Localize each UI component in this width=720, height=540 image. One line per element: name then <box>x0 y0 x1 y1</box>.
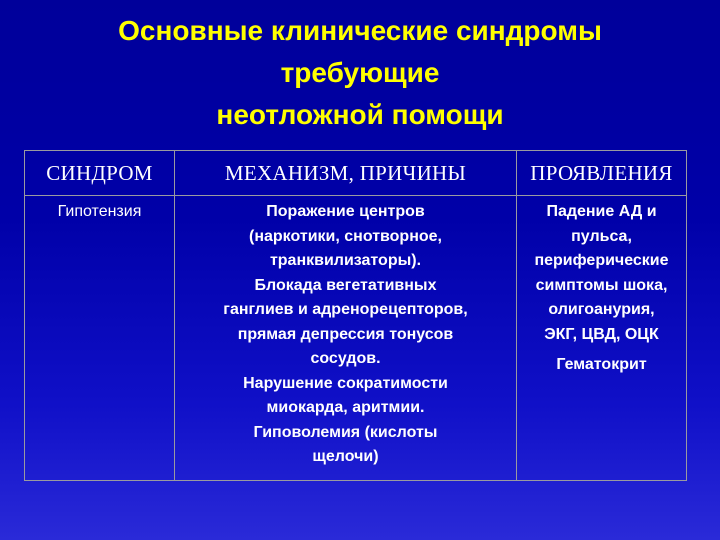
mechanism-line: транквилизаторы). <box>269 252 422 269</box>
syndrome-name: Гипотензия <box>57 203 142 220</box>
header-manifestations: ПРОЯВЛЕНИЯ <box>517 151 687 196</box>
mechanism-text <box>175 196 516 470</box>
manifestation-line: периферические <box>534 252 669 269</box>
mechanism-line: сосудов. <box>310 350 381 367</box>
mechanism-line: щелочи) <box>312 448 379 465</box>
manifestation-line: ЭКГ, ЦВД, ОЦК <box>544 325 659 343</box>
table-row <box>25 196 687 481</box>
manifestation-line: пульса, <box>571 227 632 245</box>
mechanism-line: Поражение центров <box>266 203 425 220</box>
manifestation-line: олигоанурия, <box>548 301 655 318</box>
manifestation-line: Гематокрит <box>556 356 647 373</box>
mechanism-line: прямая депрессия тонусов <box>237 325 454 343</box>
title-line-2: требующие <box>280 57 440 88</box>
title-line-3: неотложной помощи <box>216 99 504 130</box>
manifestation-line: Падение АД и <box>546 203 657 220</box>
syndrome-cell <box>25 196 175 481</box>
manifestations-text <box>517 196 686 378</box>
mechanism-line: (наркотики, снотворное, <box>249 227 442 245</box>
header-syndrome: СИНДРОМ <box>25 151 175 196</box>
mechanism-line: Гиповолемия (кислоты <box>253 423 438 441</box>
syndrome-table <box>24 150 687 481</box>
header-mechanism: МЕХАНИЗМ, ПРИЧИНЫ <box>175 151 517 196</box>
slide-title <box>40 10 680 136</box>
mechanism-cell <box>175 196 517 481</box>
mechanism-line: Нарушение сократимости <box>243 374 448 392</box>
manifestations-cell <box>517 196 687 481</box>
table-header-row <box>25 151 687 196</box>
mechanism-line: миокарда, аритмии. <box>266 399 425 416</box>
manifestation-line: симптомы шока, <box>535 276 668 294</box>
mechanism-line: Блокада вегетативных <box>254 276 437 294</box>
title-line-1: Основные клинические синдромы <box>118 15 602 46</box>
mechanism-line: ганглиев и адренорецепторов, <box>223 301 468 318</box>
